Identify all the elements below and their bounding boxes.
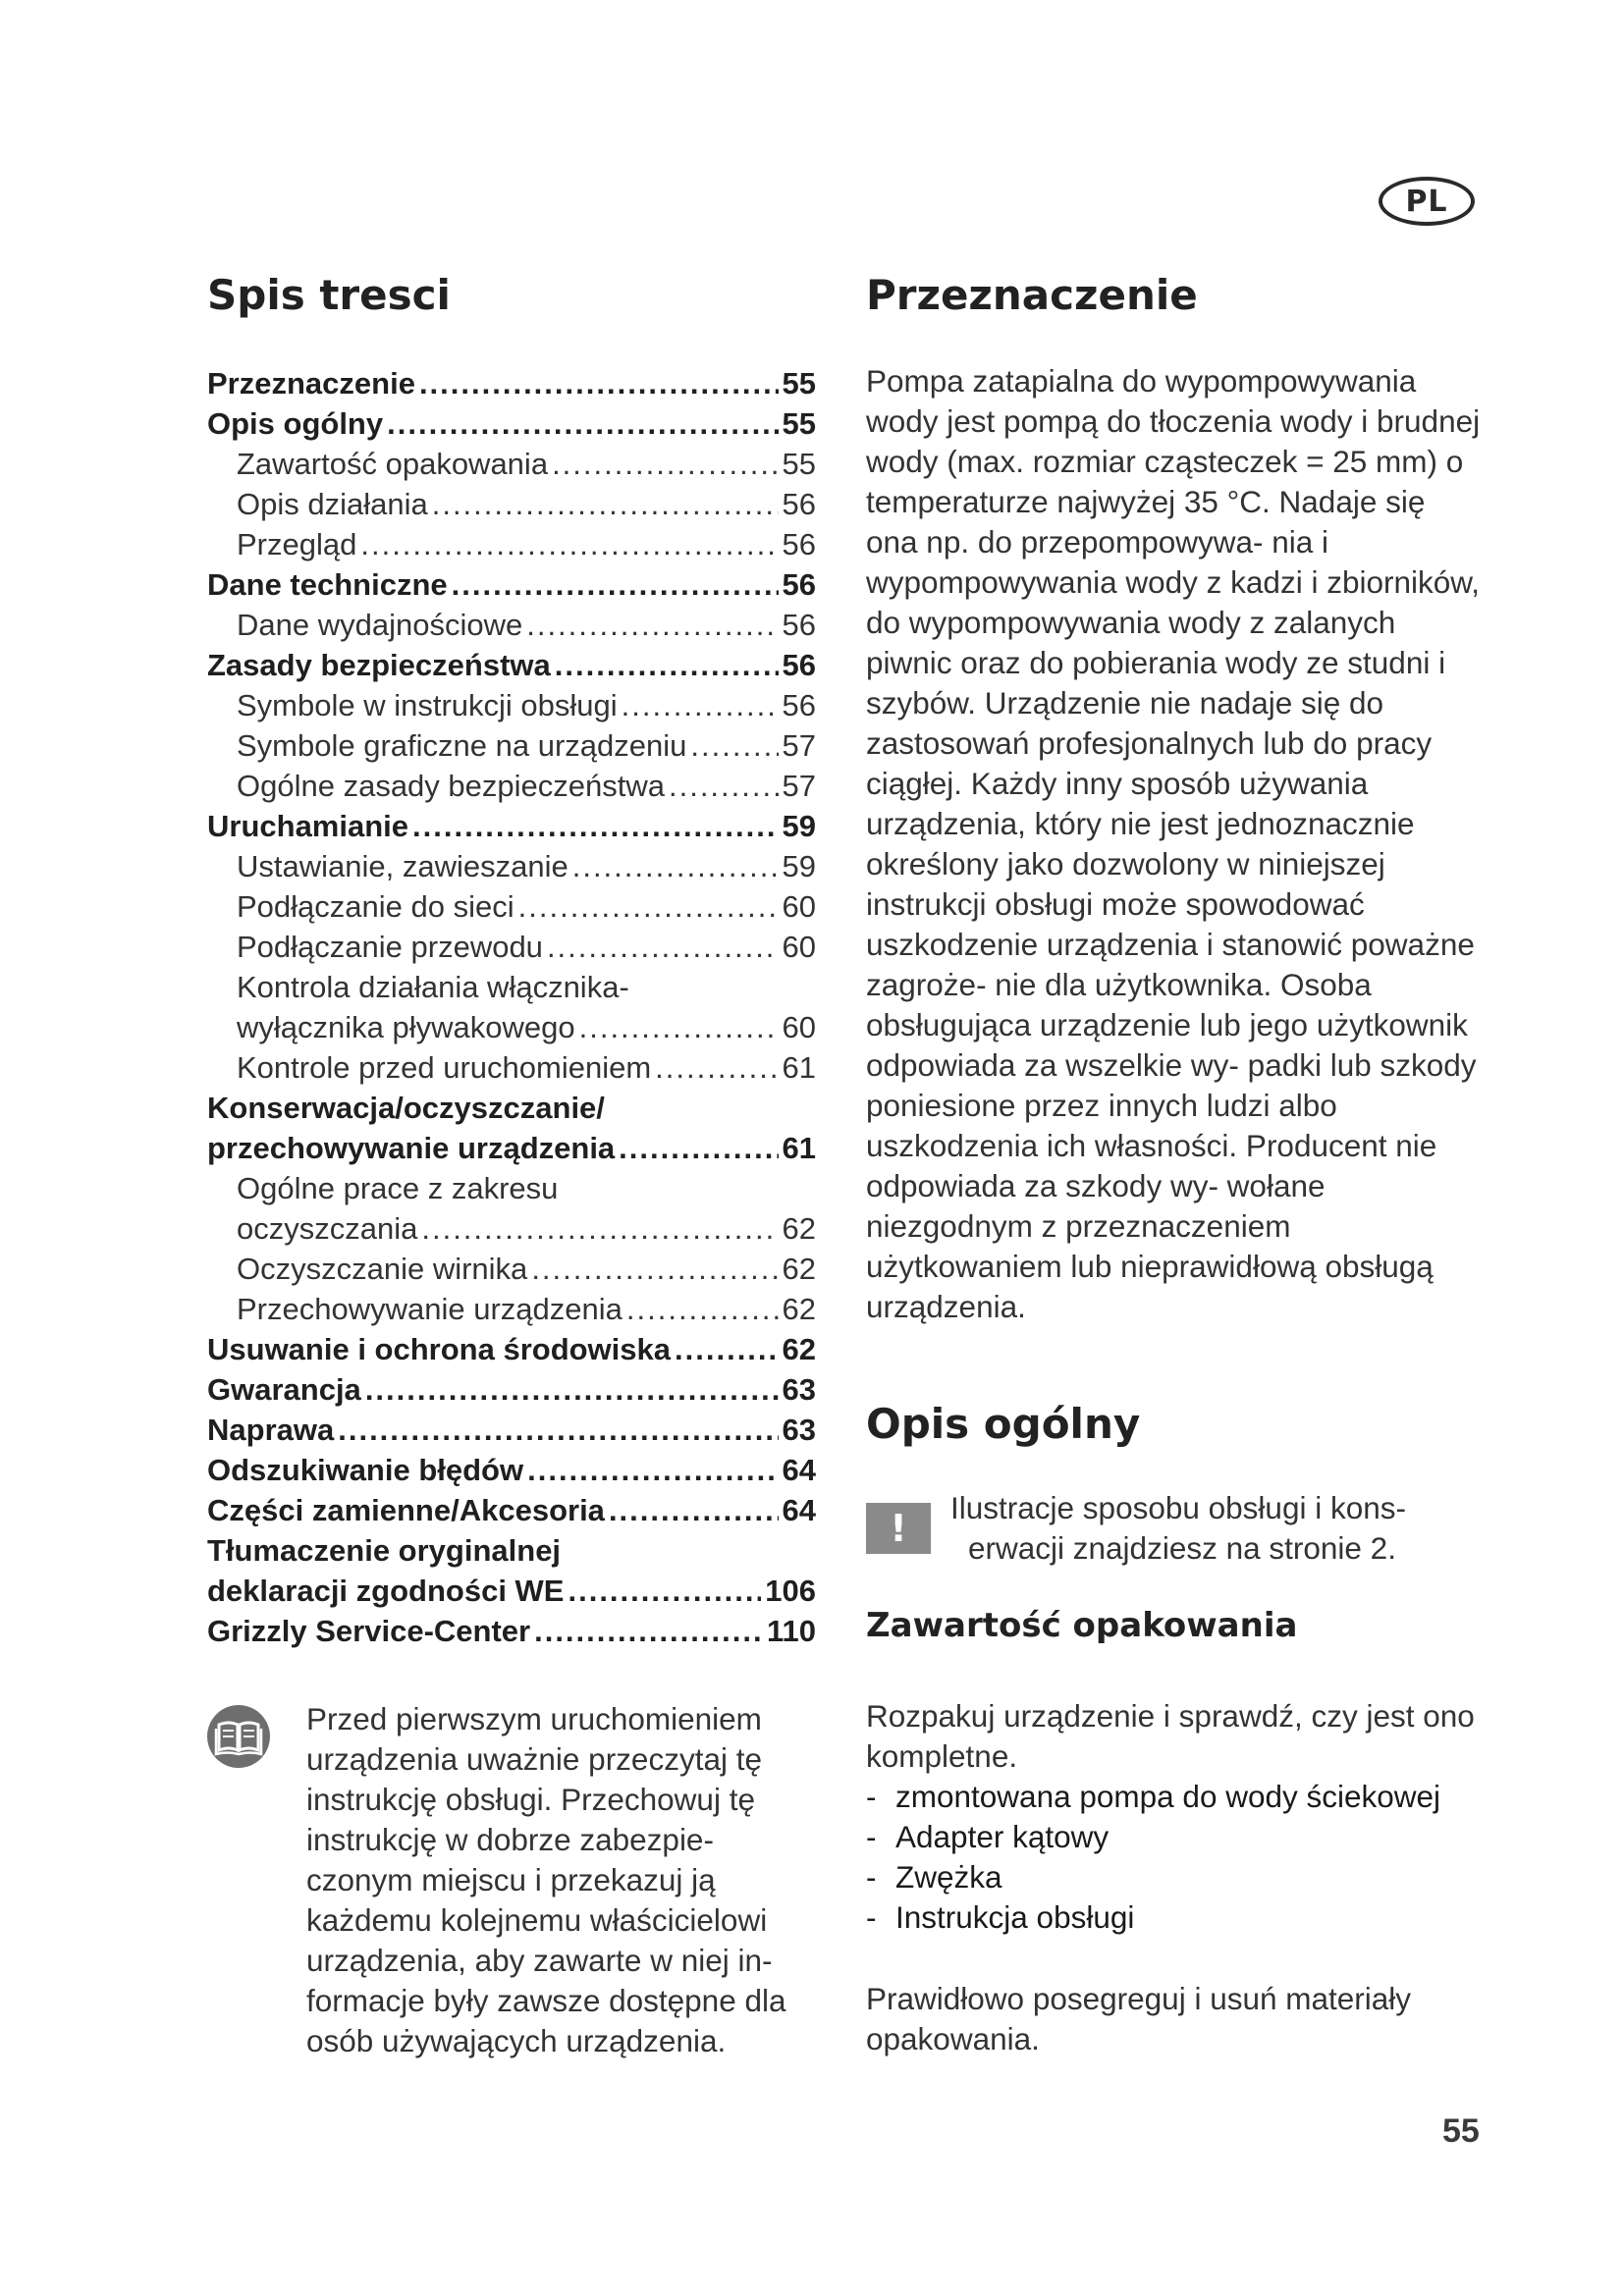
toc-entry[interactable]: Opis ogólny ..... 55	[207, 403, 816, 444]
toc-title: Spis tresci	[207, 271, 451, 319]
toc-entry[interactable]: Ogólne prace z zakresu	[237, 1171, 559, 1205]
page-number: 55	[1442, 2112, 1480, 2150]
list-item: - zmontowana pompa do wody ściekowej	[866, 1779, 1441, 1814]
toc-entry[interactable]: wyłącznika pływakowego ..... 60	[207, 1007, 816, 1047]
toc-entry[interactable]: Ustawianie, zawieszanie ..... 59	[207, 846, 816, 886]
toc-entry[interactable]: Podłączanie do sieci ..... 60	[207, 886, 816, 927]
exclamation-icon: !	[866, 1503, 931, 1554]
toc-entry[interactable]: Zasady bezpieczeństwa ..... 56	[207, 645, 816, 685]
toc-entry[interactable]: Usuwanie i ochrona środowiska ..... 62	[207, 1329, 816, 1369]
toc-entry[interactable]: Przechowywanie urządzenia ..... 62	[207, 1289, 816, 1329]
toc-entry[interactable]: Dane wydajnościowe ..... 56	[207, 605, 816, 645]
toc-entry[interactable]: oczyszczania ..... 62	[207, 1208, 816, 1249]
toc-entry[interactable]: Konserwacja/oczyszczanie/	[207, 1091, 605, 1125]
toc-entry[interactable]: Ogólne zasady bezpieczeństwa ..... 57	[207, 766, 816, 806]
toc-entry[interactable]: Symbole w instrukcji obsługi ..... 56	[207, 685, 816, 725]
toc-entry[interactable]: Uruchamianie ..... 59	[207, 806, 816, 846]
illustration-note	[950, 1488, 1481, 1569]
toc-entry[interactable]: Tłumaczenie oryginalnej	[207, 1533, 562, 1568]
toc-entry[interactable]: Części zamienne/Akcesoria ..... 64	[207, 1490, 816, 1530]
toc-entry[interactable]: Przegląd ..... 56	[207, 524, 816, 564]
toc-entry[interactable]: deklaracji zgodności WE ..... 106	[207, 1571, 816, 1611]
toc-entry[interactable]: Symbole graficzne na urządzeniu ..... 57	[207, 725, 816, 766]
toc-entry[interactable]: Podłączanie przewodu ..... 60	[207, 927, 816, 967]
toc-entry[interactable]: Grizzly Service-Center ..... 110	[207, 1611, 816, 1651]
package-contents-list	[866, 1777, 1440, 1938]
book-icon	[207, 1705, 270, 1768]
toc-entry[interactable]: Opis działania ..... 56	[207, 484, 816, 524]
list-item: - Adapter kątowy	[866, 1819, 1110, 1854]
list-item: - Instrukcja obsługi	[866, 1899, 1135, 1935]
toc-entry[interactable]: Przeznaczenie ..... 55	[207, 363, 816, 403]
read-manual-text: Przed pierwszym uruchomieniem urządzenia uważnie przeczytaj tę instrukcję obsługi. Przechowuj tę instrukcję w dobrze zabezpie- czonym miejscu i przekazuj ją każdemu kolejnemu właścicielowi urządzenia, aby zawarte w niej in- formacje były zawsze dostępne dla osób używających urządzenia.	[306, 1701, 786, 2058]
toc-entry[interactable]: Kontrole przed uruchomieniem ..... 61	[207, 1047, 816, 1088]
section-title-opis-ogolny: Opis ogólny	[866, 1400, 1141, 1448]
toc-entry[interactable]: Odszukiwanie błędów ..... 64	[207, 1450, 816, 1490]
toc-entry[interactable]: Kontrola działania włącznika-	[237, 970, 629, 1004]
section-title-zawartosc: Zawartość opakowania	[866, 1606, 1298, 1645]
illustration-note-line2: erwacji znajdziesz na stronie 2.	[968, 1530, 1396, 1566]
table-of-contents	[207, 363, 816, 1651]
zawartosc-intro: Rozpakuj urządzenie i sprawdź, czy jest ono kompletne.	[866, 1698, 1475, 1774]
toc-entry[interactable]: Naprawa ..... 63	[207, 1410, 816, 1450]
toc-entry[interactable]: przechowywanie urządzenia ..... 61	[207, 1128, 816, 1168]
przeznaczenie-text: Pompa zatapialna do wypompowywania wody jest pompą do tłoczenia wody i brudnej wody (max. rozmiar cząsteczek = 25 mm) o temperaturze najwyżej 35 °C. Nadaje się ona np. do przepompowywa- nia i wypompowywania wody z kadzi i zbiorników, do wypompowywania wody z zalanych piwnic oraz do pobierania wody ze studni i szybów. Urządzenie nie nadaje się do zastosowań profesjonalnych lub do pracy ciągłej. Każdy inny sposób używania urządzenia, który nie jest jednoznacznie określony jako dozwolony w niniejszej instrukcji obsługi może spowodować uszkodzenie urządzenia i stanowić poważne zagroże- nie dla użytkownika. Osoba obsługująca urządzenie lub jego użytkownik odpowiada za wszelkie wy- padki lub szkody poniesione przez innych ludzi albo uszkodzenia ich własności. Producent nie odpowiada za szkody wy- wołane niezgodnym z przeznaczeniem użytkowaniem lub nieprawidłową obsługą urządzenia.	[866, 363, 1481, 1324]
section-title-przeznaczenie: Przeznaczenie	[866, 271, 1198, 319]
toc-entry[interactable]: Zawartość opakowania ..... 55	[207, 444, 816, 484]
toc-entry[interactable]: Gwarancja ..... 63	[207, 1369, 816, 1410]
zawartosc-outro: Prawidłowo posegreguj i usuń materiały opakowania.	[866, 1981, 1412, 2056]
toc-entry[interactable]: Dane techniczne ..... 56	[207, 564, 816, 605]
illustration-note-line1: Ilustracje sposobu obsługi i kons-	[950, 1490, 1406, 1525]
language-badge: PL	[1379, 177, 1475, 226]
list-item: - Zwężka	[866, 1859, 1002, 1895]
toc-entry[interactable]: Oczyszczanie wirnika ..... 62	[207, 1249, 816, 1289]
